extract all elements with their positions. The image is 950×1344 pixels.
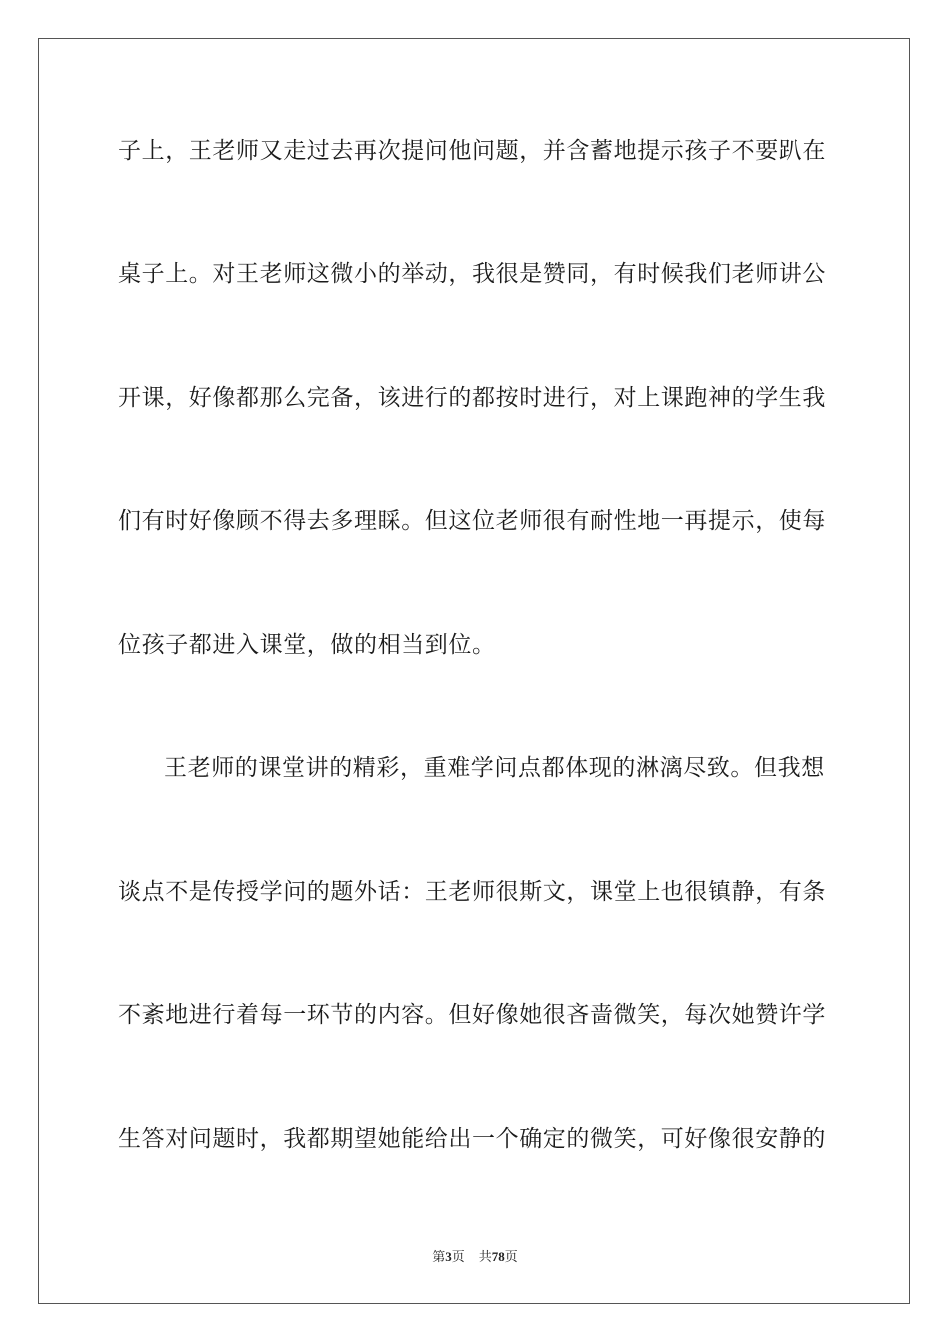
page-border — [38, 38, 910, 1304]
page-footer — [0, 1248, 950, 1266]
text-line: 不紊地进行着每一环节的内容。但好像她很吝啬微笑，每次她赞许学 — [118, 1002, 826, 1028]
text-line: 开课，好像都那么完备，该进行的都按时进行，对上课跑神的学生我 — [118, 385, 826, 411]
total-suffix: 页 — [504, 1249, 518, 1264]
text-line: 位孩子都进入课堂，做的相当到位。 — [118, 632, 496, 658]
text-line: 们有时好像顾不得去多理睬。但这位老师很有耐性地一再提示，使每 — [118, 508, 826, 534]
text-line: 子上，王老师又走过去再次提问他问题，并含蓄地提示孩子不要趴在 — [118, 138, 826, 164]
page-number: 3 — [445, 1249, 452, 1264]
text-line: 生答对问题时，我都期望她能给出一个确定的微笑，可好像很安静的 — [118, 1126, 826, 1152]
page-suffix: 页 — [451, 1249, 465, 1264]
total-pages: 78 — [491, 1249, 505, 1264]
text-line: 谈点不是传授学问的题外话：王老师很斯文，课堂上也很镇静，有条 — [118, 879, 826, 905]
text-line: 王老师的课堂讲的精彩，重难学问点都体现的淋漓尽致。但我想 — [164, 755, 825, 781]
page-prefix: 第 — [432, 1249, 446, 1264]
text-line: 桌子上。对王老师这微小的举动，我很是赞同，有时候我们老师讲公 — [118, 261, 826, 287]
total-prefix: 共 — [478, 1249, 492, 1264]
